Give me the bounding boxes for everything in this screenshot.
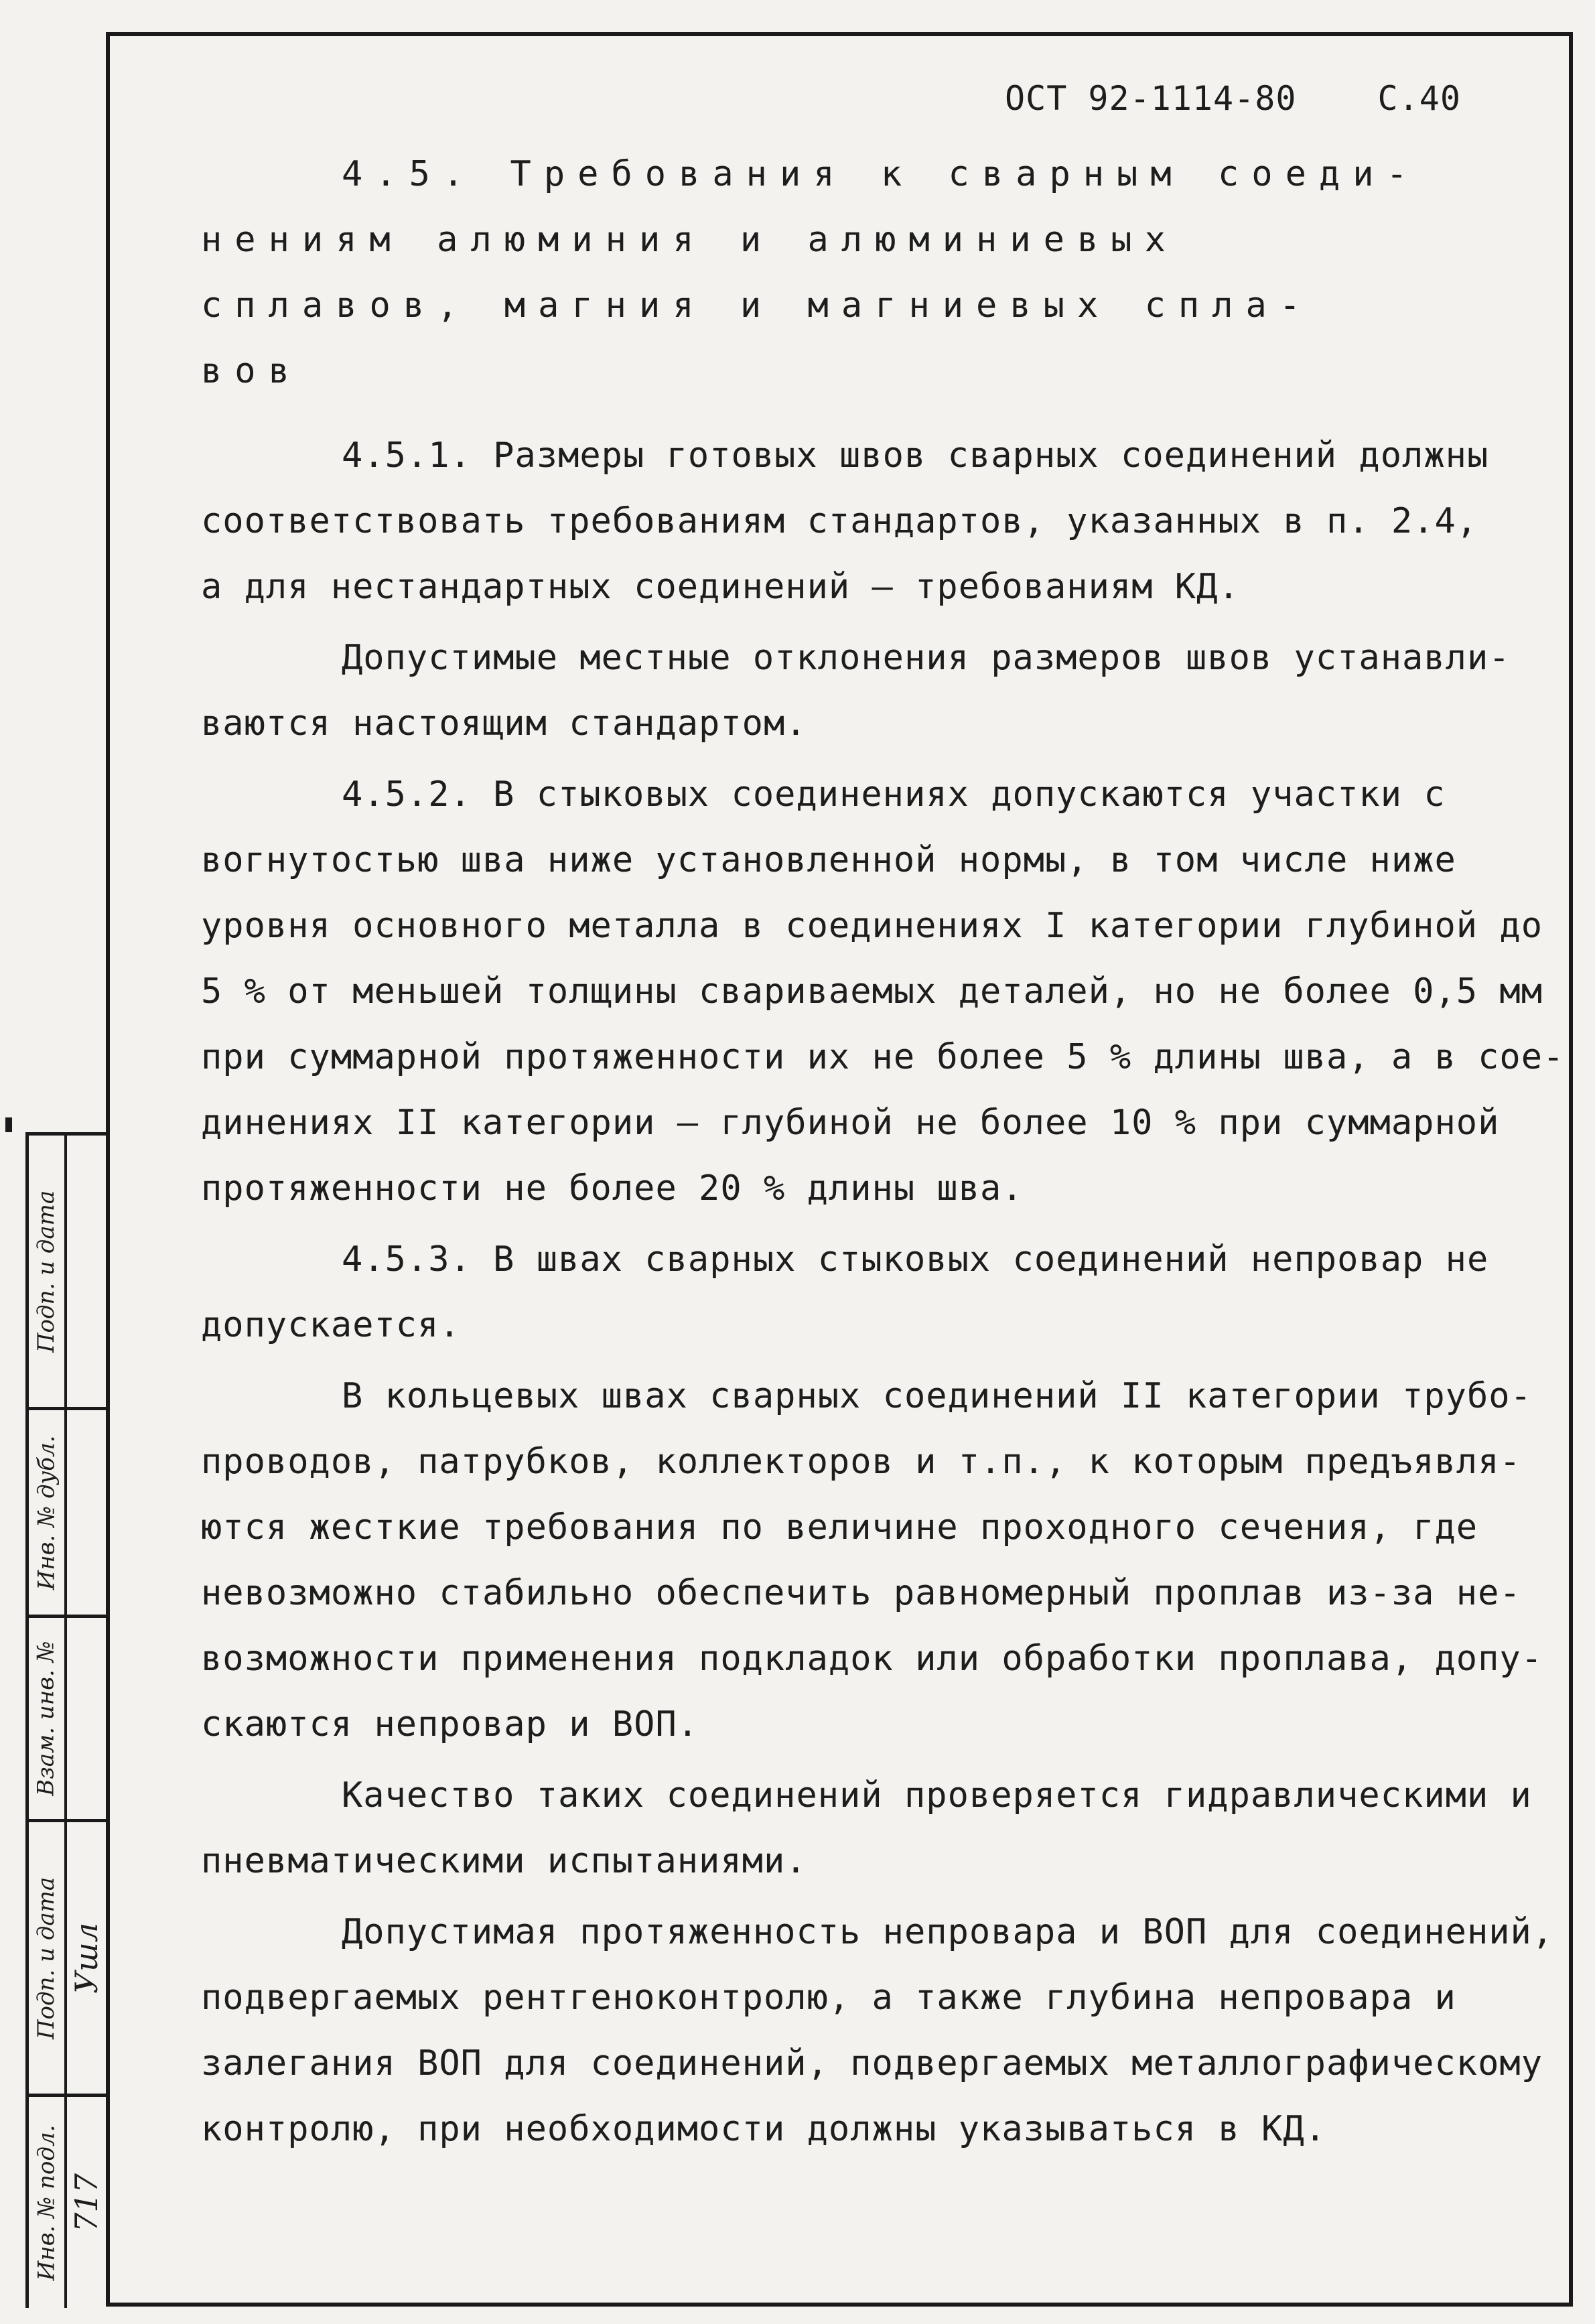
inventory-number: 717 bbox=[68, 2173, 105, 2232]
margin-label: Инв. № дубл. bbox=[33, 1435, 60, 1590]
body-line: Качество таких соединений проверяется гидравлическими и bbox=[342, 1775, 1532, 1816]
margin-cell-replace-inv bbox=[25, 1615, 106, 1819]
body-line: при суммарной протяженности их не более 5 % длины шва, а в сое- bbox=[201, 1037, 1565, 1077]
margin-label: Взам. инв. № bbox=[33, 1641, 60, 1796]
body-line: уровня основного металла в соединениях I категории глубиной до bbox=[201, 906, 1543, 946]
body-line: возможности применения подкладок или обработки проплава, допу- bbox=[201, 1639, 1543, 1679]
body-line: Допустимые местные отклонения размеров швов устанавли- bbox=[342, 638, 1511, 678]
body-line: вогнутостью шва ниже установленной нормы, в том числе ниже bbox=[201, 840, 1456, 880]
section-title-line: сплавов, магния и магниевых спла- bbox=[201, 285, 1314, 326]
body-line: допускается. bbox=[201, 1305, 461, 1345]
doc-code: ОСТ 92-1114-80 bbox=[1005, 79, 1297, 118]
section-title-line: вов bbox=[201, 351, 302, 391]
margin-tick-mark bbox=[5, 1117, 12, 1132]
body-line: ются жесткие требования по величине проходного сечения, где bbox=[201, 1507, 1478, 1548]
body-line: пневматическими испытаниями. bbox=[201, 1841, 807, 1881]
margin-label: Подп. и дата bbox=[33, 1876, 60, 2039]
body-line: В кольцевых швах сварных соединений II категории трубо- bbox=[342, 1376, 1532, 1416]
body-line: проводов, патрубков, коллекторов и т.п., к которым предъявля- bbox=[201, 1442, 1521, 1482]
body-line: невозможно стабильно обеспечить равномерный проплав из-за не- bbox=[201, 1573, 1521, 1613]
body-line: а для нестандартных соединений – требованиям КД. bbox=[201, 567, 1240, 607]
body-line: 5 % от меньшей толщины свариваемых деталей, но не более 0,5 мм bbox=[201, 971, 1543, 1012]
body-line: подвергаемых рентгеноконтролю, а также глубина непровара и bbox=[201, 1978, 1456, 2018]
left-margin-stamp bbox=[25, 1132, 106, 2308]
body-line: 4.5.1. Размеры готовых швов сварных соединений должны bbox=[342, 435, 1489, 476]
margin-cell-original-inv bbox=[25, 2094, 106, 2308]
page-number: С.40 bbox=[1377, 79, 1461, 118]
body-line: соответствовать требованиям стандартов, указанных в п. 2.4, bbox=[201, 501, 1478, 541]
margin-label: Подп. и дата bbox=[33, 1190, 60, 1353]
body-line: динениях II категории – глубиной не более 10 % при суммарной bbox=[201, 1103, 1500, 1143]
body-line: контролю, при необходимости должны указываться в КД. bbox=[201, 2109, 1326, 2149]
margin-cell-sign-date-1 bbox=[25, 1132, 106, 1407]
body-line: залегания ВОП для соединений, подвергаемых металлографическому bbox=[201, 2043, 1543, 2083]
body-line: 4.5.3. В швах сварных стыковых соединений непровар не bbox=[342, 1239, 1489, 1280]
body-line: протяженности не более 20 % длины шва. bbox=[201, 1168, 1024, 1209]
section-title-line: 4.5. Требования к сварным соеди- bbox=[342, 154, 1420, 194]
signature: Ушл bbox=[68, 1922, 105, 1994]
section-title-line: нениям алюминия и алюминиевых bbox=[201, 220, 1178, 260]
body-line: ваются настоящим стандартом. bbox=[201, 703, 807, 744]
body-line: 4.5.2. В стыковых соединениях допускаются участки с bbox=[342, 774, 1446, 815]
margin-cell-dup-inv bbox=[25, 1407, 106, 1615]
body-line: Допустимая протяженность непровара и ВОП для соединений, bbox=[342, 1912, 1554, 1952]
body-line: скаются непровар и ВОП. bbox=[201, 1704, 699, 1745]
margin-cell-sign-date-2 bbox=[25, 1819, 106, 2094]
margin-label: Инв. № подл. bbox=[33, 2124, 60, 2280]
page-header bbox=[1005, 79, 1461, 118]
